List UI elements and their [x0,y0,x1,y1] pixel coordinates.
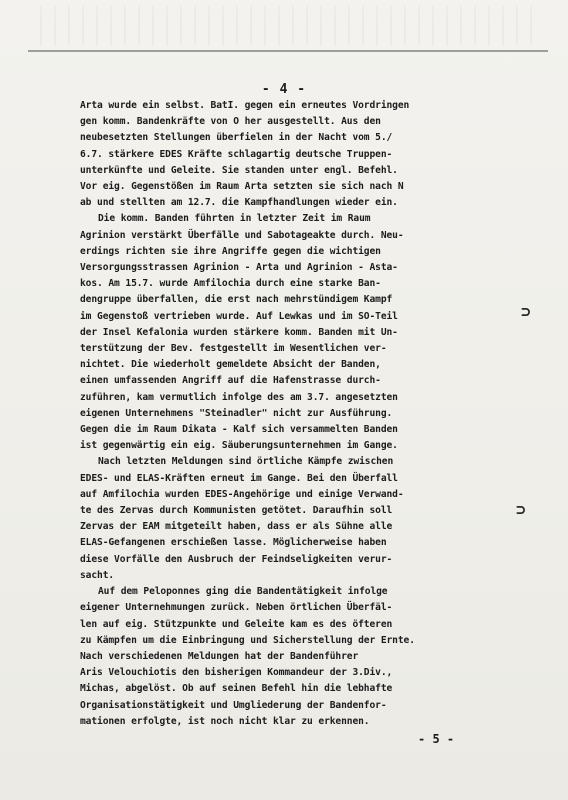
text-line: Arta wurde ein selbst. BatI. gegen ein erneutes Vordringen [80,100,410,111]
text-line: EDES- und ELAS-Kräften erneut im Gange. Bei den Überfall [80,472,398,484]
text-line: Aris Velouchiotis den bisherigen Kommandeur der 3.Div., [80,667,393,679]
text-line: ab und stellten am 12.7. die Kampfhandlungen wieder ein. [80,197,398,209]
text-line: ist gegenwärtig ein eig. Säuberungsunternehmen im Gange. [80,440,398,452]
text-line: neubesetzten Stellungen überfielen in der Nacht vom 5./ [80,132,393,144]
margin-bracket-mark: ⊃ [521,302,531,321]
text-line: Zervas der EAM mitgeteilt haben, dass er als Sühne alle [80,521,393,533]
page-number-header: - 4 - [261,82,307,97]
margin-bracket-mark: ⊃ [516,500,526,519]
text-line: eigener Unternehmungen zurück. Neben örtlichen Überfäl- [80,602,393,614]
text-line: einen umfassenden Angriff auf die Hafenstrasse durch- [80,375,381,387]
text-line: zu Kämpfen um die Einbringung und Sicherstellung der Ernte. [80,634,415,646]
top-rule [28,50,548,52]
text-line: Organisationstätigkeit und Umgliederung der Bandenfor- [80,699,387,711]
text-line: Nach verschiedenen Meldungen hat der Bandenführer [80,650,359,662]
text-line: erdings richten sie ihre Angriffe gegen die wichtigen [80,245,381,257]
text-line: nichtet. Die wiederholt gemeldete Absicht der Banden, [80,359,381,371]
text-line: eigenen Unternehmens "Steinadler" nicht zur Ausführung. [80,407,393,419]
text-line: diese Vorfälle den Ausbruch der Feindseligkeiten verur- [80,553,393,565]
text-line: te des Zervas durch Kommunisten getötet. Daraufhin soll [80,505,393,517]
text-line: Auf dem Peloponnes ging die Bandentätigkeit infolge [98,586,388,598]
text-line: len auf eig. Stützpunkte und Geleite kam es des öfteren [80,618,393,630]
text-line: auf Amfilochia wurden EDES-Angehörige und einige Verwand- [80,488,404,500]
text-line: Michas, abgelöst. Ob auf seinen Befehl hin die lebhafte [80,683,393,695]
text-line: Gegen die im Raum Dikata - Kalf sich versammelten Banden [80,424,398,436]
text-line: zuführen, kam vermutlich infolge des am 3.7. angesetzten [80,391,398,403]
text-line: Die komm. Banden führten in letzter Zeit im Raum [98,213,371,225]
text-line: im Gegenstoß vertrieben wurde. Auf Lewkas und im SO-Teil [80,310,398,322]
scan-smudge [40,6,540,46]
page-number-footer: - 5 - [418,732,455,746]
text-line: gen komm. Bandenkräfte von O her ausgestellt. Aus den [80,116,381,128]
text-line: der Insel Kefalonia wurden stärkere komm. Banden mit Un- [80,326,398,338]
body-text [80,98,506,730]
text-line: sacht. [80,569,115,581]
text-line: 6.7. stärkere EDES Kräfte schlagartig deutsche Truppen- [80,148,393,160]
text-line: terstützung der Bev. festgestellt im Wesentlichen ver- [80,343,387,355]
text-line: Nach letzten Meldungen sind örtliche Kämpfe zwischen [98,456,394,468]
text-line: Versorgungsstrassen Agrinion - Arta und Agrinion - Asta- [80,262,398,274]
text-line: Agrinion verstärkt Überfälle und Sabotageakte durch. Neu- [80,229,404,241]
text-line: ELAS-Gefangenen erschießen lasse. Möglicherweise haben [80,537,387,549]
text-line: kos. Am 15.7. wurde Amfilochia durch eine starke Ban- [80,278,381,290]
text-line: dengruppe überfallen, die erst nach mehrstündigem Kampf [80,294,393,306]
text-line: unterkünfte und Geleite. Sie standen unter engl. Befehl. [80,164,398,176]
text-line: Vor eig. Gegenstößen im Raum Arta setzten sie sich nach N [80,181,404,193]
text-line: mationen erfolgte, ist noch nicht klar zu erkennen. [80,715,370,727]
